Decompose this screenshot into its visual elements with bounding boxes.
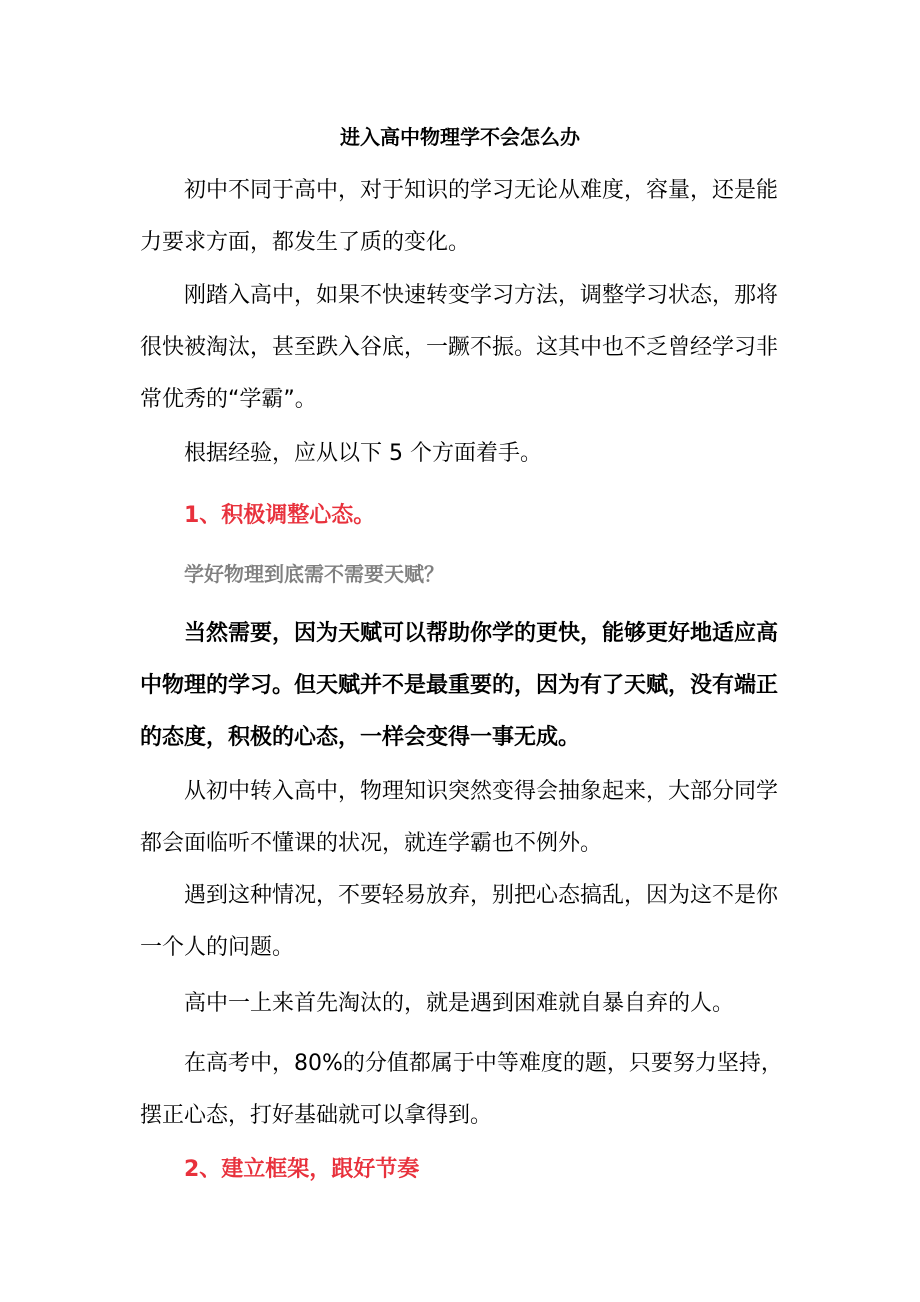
paragraph-intro: 初中不同于高中，对于知识的学习无论从难度，容量，还是能力要求方面，都发生了质的变化。 xyxy=(140,178,779,255)
paragraph-mindset: 遇到这种情况，不要轻易放弃，别把心态搞乱，因为这不是你一个人的问题。 xyxy=(140,883,779,960)
document-title: 进入高中物理学不会怎么办 xyxy=(340,125,580,149)
paragraph-approach: 根据经验，应从以下 5 个方面着手。 xyxy=(184,441,542,466)
paragraph-exam: 在高考中，80%的分值都属于中等难度的题，只要努力坚持，摆正心态，打好基础就可以拿得到。 xyxy=(140,1051,783,1128)
paragraph-warning: 刚踏入高中，如果不快速转变学习方法，调整学习状态，那将很快被淘汰，甚至跌入谷底，一蹶不振。这其中也不乏曾经学习非常优秀的“学霸”。 xyxy=(140,283,779,412)
section-heading-1: 1、积极调整心态。 xyxy=(184,503,376,528)
paragraph-transition: 从初中转入高中，物理知识突然变得会抽象起来，大部分同学都会面临听不懂课的状况，就连学霸也不例外。 xyxy=(140,779,779,856)
section-question: 学好物理到底需不需要天赋？ xyxy=(184,562,444,586)
paragraph-elimination: 高中一上来首先淘汰的，就是遇到困难就自暴自弃的人。 xyxy=(184,991,735,1016)
section-heading-2: 2、建立框架，跟好节奏 xyxy=(184,1157,420,1182)
paragraph-talent: 当然需要，因为天赋可以帮助你学的更快，能够更好地适应高中物理的学习。但天赋并不是最重要的，因为有了天赋，没有端正的态度，积极的心态，一样会变得一事无成。 xyxy=(140,621,779,750)
